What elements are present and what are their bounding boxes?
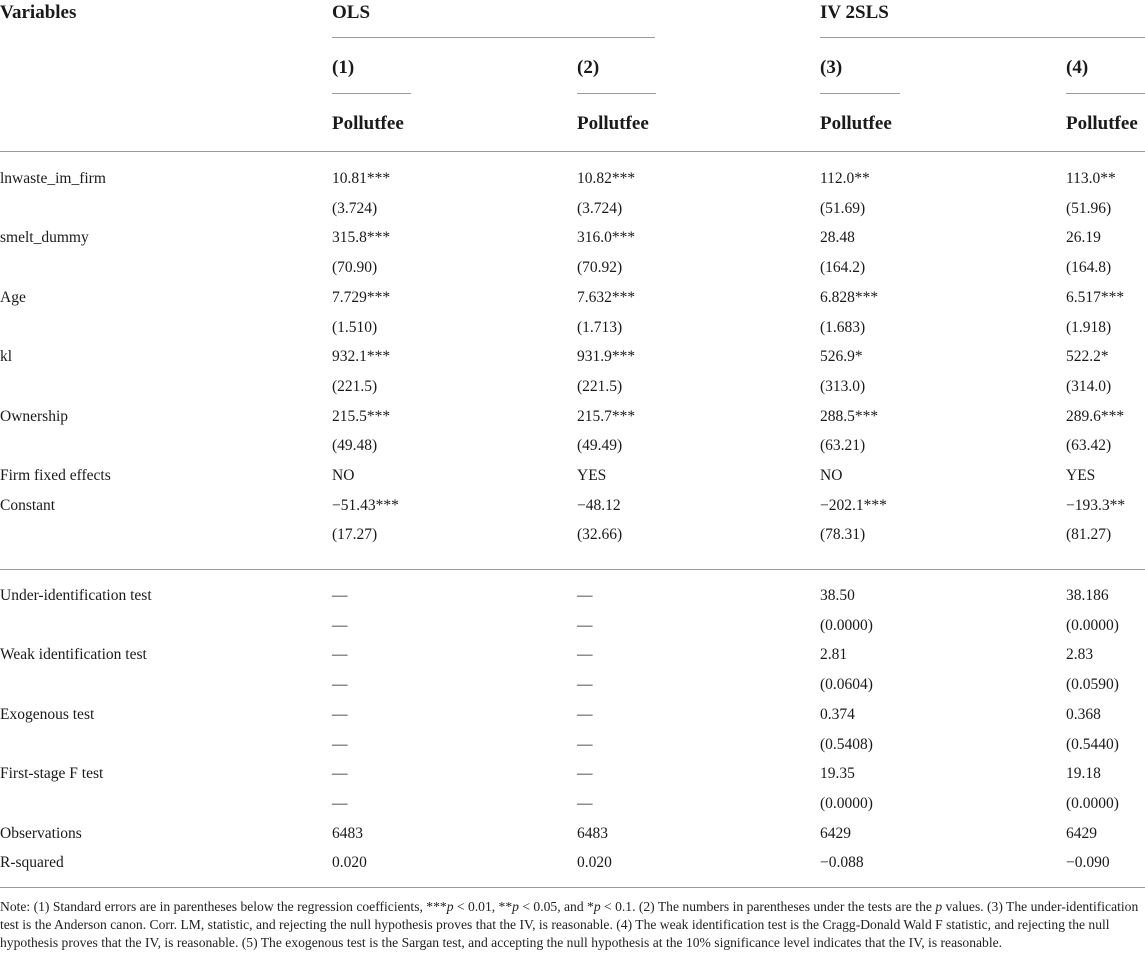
row-cell-col1: — [332,676,348,694]
note-part-2: < 0.01, ** [453,899,513,914]
row-cell-col3: −0.088 [820,854,864,872]
row-cell-col4: −193.3** [1066,496,1126,514]
row-cell-col1: — [332,765,348,783]
row-cell-col4: 289.6*** [1066,407,1125,425]
row-cell-col3: (164.2) [820,259,866,277]
row-cell-col4: 26.19 [1066,229,1101,247]
row-cell-col3: 526.9* [820,348,863,366]
row-cell-col2: 0.020 [577,854,612,872]
column-number-2: (2) [577,57,600,78]
note-p-symbol: p [446,899,454,914]
row-cell-col1: −51.43*** [332,496,399,514]
row-cell-col3: 112.0** [820,170,870,187]
row-cell-col1: — [332,616,348,634]
row-cell-col4: (1.918) [1066,318,1112,336]
col2-rule [577,93,656,94]
row-cell-col2: 316.0*** [577,229,636,247]
row-cell-col4: (0.0590) [1066,676,1119,694]
row-cell-col2: — [577,646,593,664]
row-cell-col1: — [332,587,348,604]
row-cell-col3: 28.48 [820,229,855,247]
row-label: First-stage F test [0,765,104,783]
row-cell-col1: 7.729*** [332,288,391,306]
row-cell-col2: (70.92) [577,259,623,277]
row-cell-col3: (313.0) [820,377,866,395]
row-cell-col2: (1.713) [577,318,623,336]
row-cell-col2: 6483 [577,824,608,842]
row-label: lnwaste_im_firm [0,170,106,187]
row-label: Under-identification test [0,587,152,604]
row-cell-col2: — [577,735,593,753]
row-cell-col2: — [577,705,593,723]
row-cell-col2: (221.5) [577,377,623,395]
row-cell-col1: (1.510) [332,318,378,336]
row-cell-col3: 38.50 [820,587,855,604]
row-cell-col1: 215.5*** [332,407,391,425]
row-label: Firm fixed effects [0,467,111,484]
row-label: R-squared [0,854,64,872]
row-cell-col2: YES [577,467,607,484]
row-cell-col4: (51.96) [1066,199,1112,217]
row-cell-col2: (32.66) [577,526,623,544]
row-label: kl [0,348,13,366]
row-cell-col4: (0.5440) [1066,735,1119,753]
row-cell-col1: (17.27) [332,526,378,544]
row-cell-col3: (0.0000) [820,794,873,812]
row-cell-col1: (70.90) [332,259,378,277]
row-label: Ownership [0,407,69,425]
row-cell-col2: 10.82*** [577,170,636,187]
row-label: Observations [0,824,82,842]
row-cell-col1: — [332,646,348,664]
row-cell-col3: 288.5*** [820,407,879,425]
row-cell-col2: — [577,676,593,694]
row-cell-col1: 10.81*** [332,170,391,187]
row-cell-col2: (3.724) [577,199,623,217]
note-part-4: < 0.1. (2) The numbers in parentheses under the tests are the [600,899,936,914]
ols-group-rule [332,37,655,38]
row-cell-col2: — [577,765,593,783]
row-cell-col2: — [577,587,593,604]
row-cell-col4: 38.186 [1066,587,1109,604]
row-cell-col4: (81.27) [1066,526,1112,544]
header-variables: Variables [0,2,77,23]
header-group-ols: OLS [332,2,371,23]
row-cell-col1: (221.5) [332,377,378,395]
dep-var-2: Pollutfee [577,113,649,134]
row-label: smelt_dummy [0,229,89,247]
row-label: Weak identification test [0,646,147,664]
row-cell-col4: (164.8) [1066,259,1112,277]
row-cell-col4: (63.42) [1066,437,1112,455]
dep-var-1: Pollutfee [332,113,404,134]
row-cell-col3: (51.69) [820,199,866,217]
table-note [0,898,1142,953]
note-part-5: values. (3) The under-identification test is the Anderson canon. Corr. LM, statistic, and rejecting the null hypothesis proves that the IV, is reasonable. (4) The weak identification test is the Cragg-Donald Wald F statistic, and rejecting the null hypothesis proves that the IV, is reasonable. (5) The exogenous test is the Sargan test, and accepting the null hypothesis at the 10% significance level indicates that the IV, is reasonable. [0,899,1139,951]
row-cell-col4: 2.83 [1066,646,1094,664]
row-cell-col3: 19.35 [820,765,855,783]
row-cell-col3: NO [820,467,843,484]
row-cell-col1: 0.020 [332,854,367,872]
row-cell-col4: (314.0) [1066,377,1112,395]
table-bottom-rule [0,887,1145,888]
row-cell-col3: −202.1*** [820,496,887,514]
row-cell-col4: −0.090 [1066,854,1110,872]
row-cell-col4: 6429 [1066,824,1097,842]
row-cell-col2: (49.49) [577,437,623,455]
note-p-symbol: p [935,899,943,914]
row-cell-col1: — [332,735,348,753]
row-cell-col2: — [577,616,593,634]
row-cell-col2: 931.9*** [577,348,636,366]
row-cell-col4: 6.517*** [1066,288,1125,306]
row-cell-col2: −48.12 [577,496,621,514]
row-cell-col3: 6429 [820,824,851,842]
row-cell-col3: 2.81 [820,646,848,664]
note-p-symbol: p [593,899,601,914]
row-cell-col2: — [577,794,593,812]
column-number-3: (3) [820,57,843,78]
row-cell-col3: 0.374 [820,705,855,723]
row-cell-col4: (0.0000) [1066,794,1119,812]
row-cell-col4: YES [1066,467,1096,484]
row-label: Age [0,288,26,306]
col3-rule [820,93,900,94]
dep-var-3: Pollutfee [820,113,892,134]
row-cell-col1: — [332,794,348,812]
row-cell-col1: (49.48) [332,437,378,455]
row-cell-col3: (78.31) [820,526,866,544]
row-cell-col4: 522.2* [1066,348,1109,366]
row-label: Constant [0,496,56,514]
row-cell-col3: (0.0604) [820,676,873,694]
row-cell-col1: 315.8*** [332,229,391,247]
row-cell-col1: — [332,705,348,723]
col1-rule [332,93,411,94]
row-cell-col1: 6483 [332,824,363,842]
note-p-symbol: p [512,899,519,914]
note-part-3: < 0.05, and * [518,899,594,914]
column-number-4: (4) [1066,57,1089,78]
row-cell-col4: (0.0000) [1066,616,1119,634]
dep-var-4: Pollutfee [1066,113,1138,134]
row-cell-col4: 0.368 [1066,705,1101,723]
row-cell-col3: 6.828*** [820,288,879,306]
row-cell-col4: 113.0** [1066,170,1116,187]
row-cell-col2: 7.632*** [577,288,636,306]
column-number-1: (1) [332,57,355,78]
row-label: Exogenous test [0,705,95,723]
iv-group-rule [820,37,1145,38]
tests-top-rule [0,569,1145,570]
row-cell-col3: (0.5408) [820,735,873,753]
row-cell-col1: 932.1*** [332,348,391,366]
row-cell-col3: (63.21) [820,437,866,455]
row-cell-col1: NO [332,467,355,484]
header-bottom-rule [0,151,1145,152]
col4-rule [1066,93,1145,94]
row-cell-col3: (0.0000) [820,616,873,634]
header-group-iv: IV 2SLS [820,2,889,23]
row-cell-col1: (3.724) [332,199,378,217]
note-part-1: Note: (1) Standard errors are in parentheses below the regression coefficients, *** [0,899,447,914]
row-cell-col2: 215.7*** [577,407,636,425]
row-cell-col4: 19.18 [1066,765,1101,783]
row-cell-col3: (1.683) [820,318,866,336]
